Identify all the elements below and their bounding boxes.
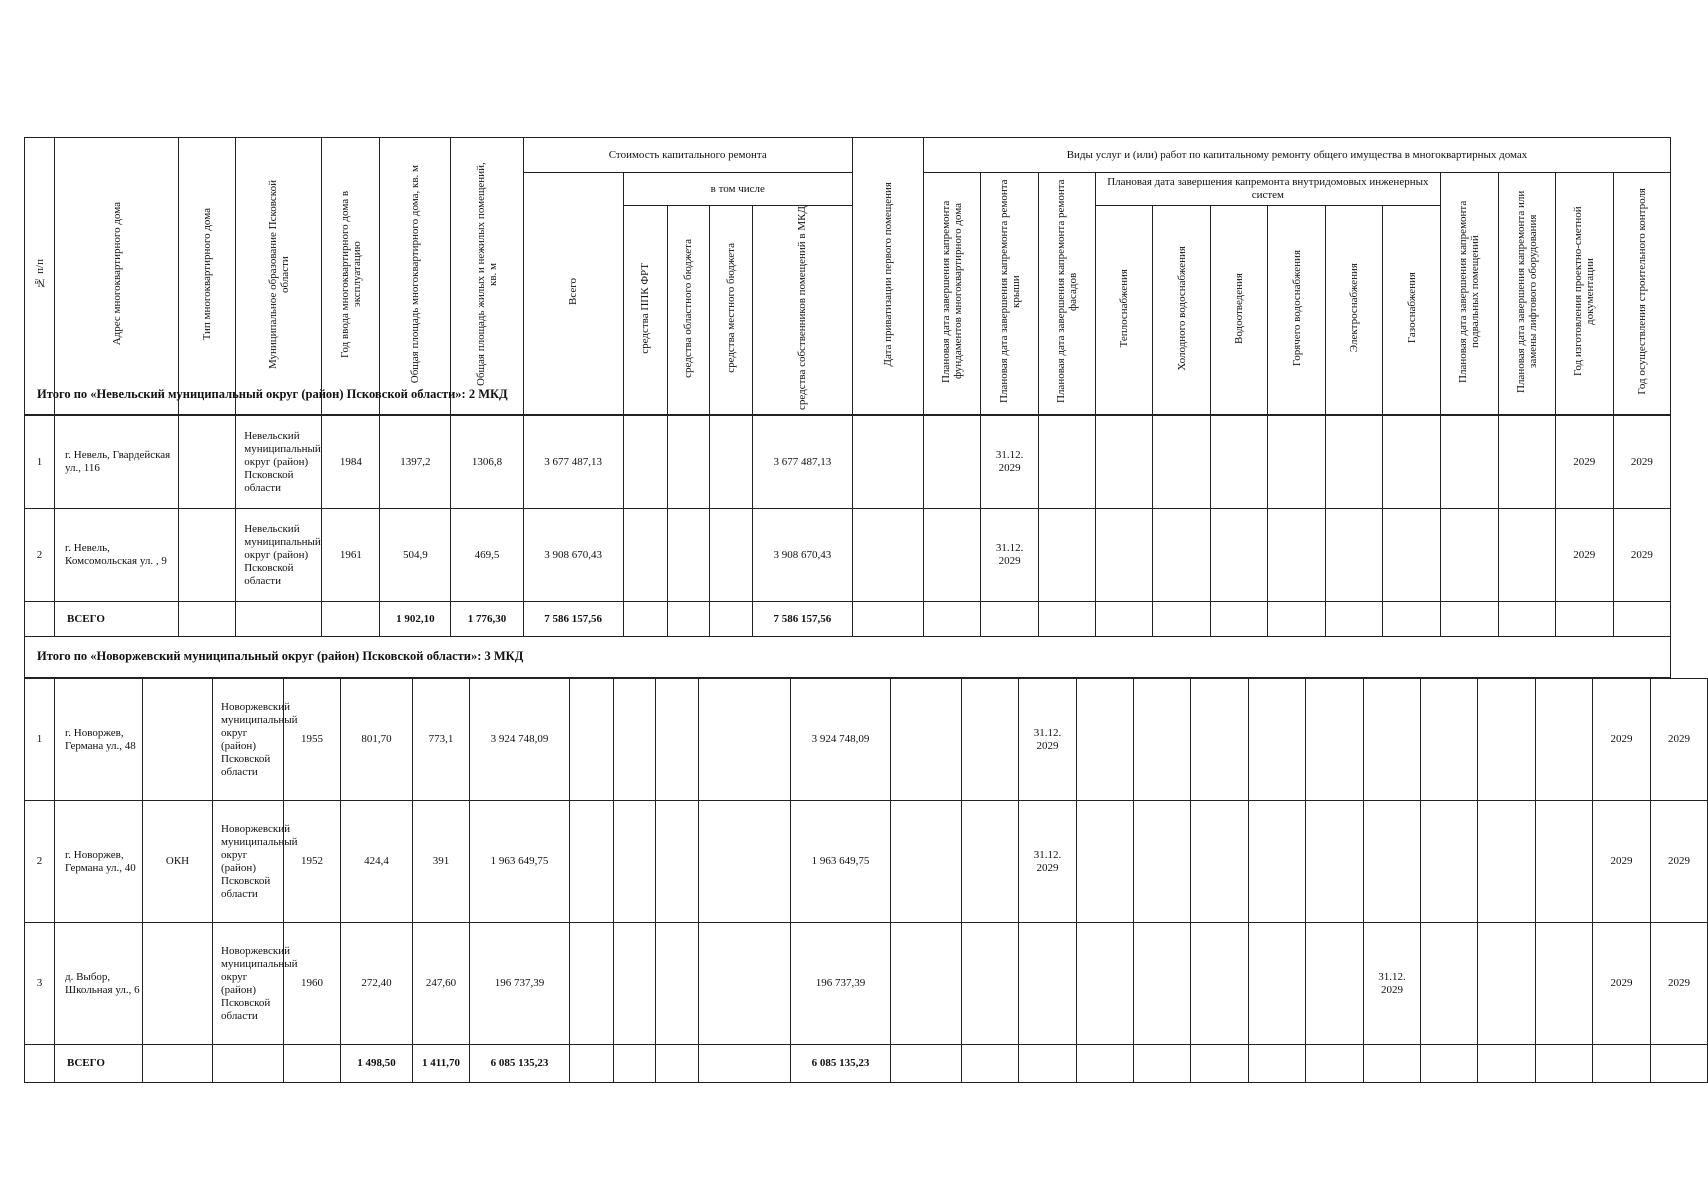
row-electric <box>1364 679 1421 801</box>
row-year: 1984 <box>322 416 380 509</box>
header-basement: Плановая дата завершения капремонта подвальных помещений <box>1440 173 1498 415</box>
header-heat: Теплоснабжения <box>1096 206 1153 415</box>
header-design-year: Год изготовления проектно-сметной документации <box>1555 173 1613 415</box>
total-premises-area: 1 411,70 <box>413 1045 470 1083</box>
table-row <box>25 509 1671 602</box>
row-owners: 196 737,39 <box>791 923 891 1045</box>
row-roof: 31.12. 2029 <box>981 509 1039 602</box>
total-area: 1 498,50 <box>341 1045 413 1083</box>
header-drainage: Водоотведения <box>1211 206 1268 415</box>
row-address: г. Новоржев, Германа ул., 40 <box>55 801 143 923</box>
row-year: 1960 <box>284 923 341 1045</box>
header-gas: Газоснабжения <box>1383 206 1440 415</box>
header-privatization: Дата приватизации первого помещения <box>852 138 923 415</box>
row-premises-area: 247,60 <box>413 923 470 1045</box>
row-year: 1961 <box>322 509 380 602</box>
row-control-year: 2029 <box>1651 679 1708 801</box>
row-privatization <box>852 416 923 509</box>
header-municipality: Муниципальное образование Псковской области <box>236 138 322 415</box>
section-title-nevel: Итого по «Невельский муниципальный округ (район) Псковской области»: 2 МКД <box>24 375 1671 415</box>
row-num: 3 <box>25 923 55 1045</box>
row-year: 1952 <box>284 801 341 923</box>
row-total: 3 677 487,13 <box>523 416 623 509</box>
row-num: 1 <box>25 679 55 801</box>
row-type: ОКН <box>143 801 213 923</box>
row-area: 801,70 <box>341 679 413 801</box>
header-cost-group: Стоимость капитального ремонта <box>523 138 852 173</box>
row-design-year: 2029 <box>1555 416 1613 509</box>
row-regional <box>667 416 709 509</box>
row-premises-area: 391 <box>413 801 470 923</box>
header-cold-water: Холодного водоснабжения <box>1153 206 1211 415</box>
total-cost: 7 586 157,56 <box>523 602 623 637</box>
row-address: г. Новоржев, Германа ул., 48 <box>55 679 143 801</box>
row-control-year: 2029 <box>1651 923 1708 1045</box>
table-row <box>25 679 1708 801</box>
header-total: Всего <box>523 173 623 415</box>
row-premises-area: 469,5 <box>451 509 523 602</box>
header-control-year: Год осуществления строительного контроля <box>1613 173 1670 415</box>
header-incl: в том числе <box>623 173 852 206</box>
header-foundation: Плановая дата завершения капремонта фундаментов многоквартирного дома <box>923 173 980 415</box>
row-municipality: Новоржевский муниципальный округ (район) Псковской области <box>213 801 284 923</box>
row-design-year: 2029 <box>1555 509 1613 602</box>
total-row <box>25 602 1671 637</box>
header-address: Адрес многоквартирного дома <box>55 138 179 415</box>
row-roof <box>1019 923 1077 1045</box>
header-electric: Электроснабжения <box>1326 206 1383 415</box>
header-num: № п/п <box>25 138 55 415</box>
table-row <box>25 801 1708 923</box>
row-design-year: 2029 <box>1593 801 1651 923</box>
row-type <box>179 509 236 602</box>
header-ppk: средства ППК ФРТ <box>623 206 667 415</box>
header-systems-group: Плановая дата завершения капремонта внутридомовых инженерных систем <box>1096 173 1440 206</box>
total-label: ВСЕГО <box>55 1045 143 1083</box>
header-owners: средства собственников помещений в МКД <box>752 206 852 415</box>
header-premises-area: Общая площадь жилых и нежилых помещений, кв. м <box>451 138 523 415</box>
header-regional: средства областного бюджета <box>667 206 709 415</box>
table-header <box>24 137 1671 415</box>
row-total: 3 924 748,09 <box>470 679 570 801</box>
row-address: г. Невель, Комсомольская ул. , 9 <box>55 509 179 602</box>
row-total: 1 963 649,75 <box>470 801 570 923</box>
header-type: Тип многоквартирного дома <box>179 138 236 415</box>
row-total: 196 737,39 <box>470 923 570 1045</box>
row-municipality: Невельский муниципальный округ (район) Псковской области <box>236 509 322 602</box>
header-hot-water: Горячего водоснабжения <box>1268 206 1326 415</box>
total-row <box>25 1045 1708 1083</box>
header-total-area: Общая площадь многоквартирного дома, кв. м <box>380 138 451 415</box>
row-local <box>709 416 752 509</box>
row-foundation <box>923 416 980 509</box>
row-total: 3 908 670,43 <box>523 509 623 602</box>
table-row <box>25 416 1671 509</box>
total-area: 1 902,10 <box>380 602 451 637</box>
row-premises-area: 773,1 <box>413 679 470 801</box>
section-novorzhev-table <box>24 678 1708 1083</box>
row-design-year: 2029 <box>1593 679 1651 801</box>
row-area: 504,9 <box>380 509 451 602</box>
header-elevator: Плановая дата завершения капремонта или замены лифтового оборудования <box>1498 173 1555 415</box>
row-owners: 3 677 487,13 <box>752 416 852 509</box>
total-owners: 6 085 135,23 <box>791 1045 891 1083</box>
row-electric <box>1364 801 1421 923</box>
row-municipality: Невельский муниципальный округ (район) Псковской области <box>236 416 322 509</box>
row-area: 424,4 <box>341 801 413 923</box>
row-owners: 1 963 649,75 <box>791 801 891 923</box>
row-type <box>179 416 236 509</box>
row-type <box>143 679 213 801</box>
total-cost: 6 085 135,23 <box>470 1045 570 1083</box>
total-premises-area: 1 776,30 <box>451 602 523 637</box>
header-year-built: Год ввода многоквартирного дома в эксплуатацию <box>322 138 380 415</box>
row-year: 1955 <box>284 679 341 801</box>
row-owners: 3 924 748,09 <box>791 679 891 801</box>
row-municipality: Новоржевский муниципальный округ (район) Псковской области <box>213 679 284 801</box>
table-row <box>25 923 1708 1045</box>
row-roof: 31.12. 2029 <box>981 416 1039 509</box>
header-works-group: Виды услуг и (или) работ по капитальному ремонту общего имущества в многоквартирных домах <box>923 138 1670 173</box>
row-premises-area: 1306,8 <box>451 416 523 509</box>
row-area: 1397,2 <box>380 416 451 509</box>
row-address: г. Невель, Гвардейская ул., 116 <box>55 416 179 509</box>
section-nevel-table <box>24 415 1671 637</box>
row-roof: 31.12. 2029 <box>1019 679 1077 801</box>
row-type <box>143 923 213 1045</box>
capital-repair-table <box>24 137 1690 1082</box>
row-num: 2 <box>25 509 55 602</box>
row-facade <box>1039 416 1096 509</box>
row-address: д. Выбор, Школьная ул., 6 <box>55 923 143 1045</box>
row-owners: 3 908 670,43 <box>752 509 852 602</box>
total-owners: 7 586 157,56 <box>752 602 852 637</box>
row-area: 272,40 <box>341 923 413 1045</box>
header-roof: Плановая дата завершения капремонта ремонта крыши <box>981 173 1039 415</box>
total-label: ВСЕГО <box>55 602 179 637</box>
row-control-year: 2029 <box>1613 509 1670 602</box>
row-roof: 31.12. 2029 <box>1019 801 1077 923</box>
row-design-year: 2029 <box>1593 923 1651 1045</box>
row-num: 2 <box>25 801 55 923</box>
row-control-year: 2029 <box>1651 801 1708 923</box>
section-title-novorzhev: Итого по «Новоржевский муниципальный округ (район) Псковской области»: 3 МКД <box>24 636 1671 678</box>
row-electric: 31.12. 2029 <box>1364 923 1421 1045</box>
header-local: средства местного бюджета <box>709 206 752 415</box>
header-facade: Плановая дата завершения капремонта ремонта фасадов <box>1039 173 1096 415</box>
row-ppk <box>623 416 667 509</box>
row-control-year: 2029 <box>1613 416 1670 509</box>
row-municipality: Новоржевский муниципальный округ (район) Псковской области <box>213 923 284 1045</box>
row-num: 1 <box>25 416 55 509</box>
